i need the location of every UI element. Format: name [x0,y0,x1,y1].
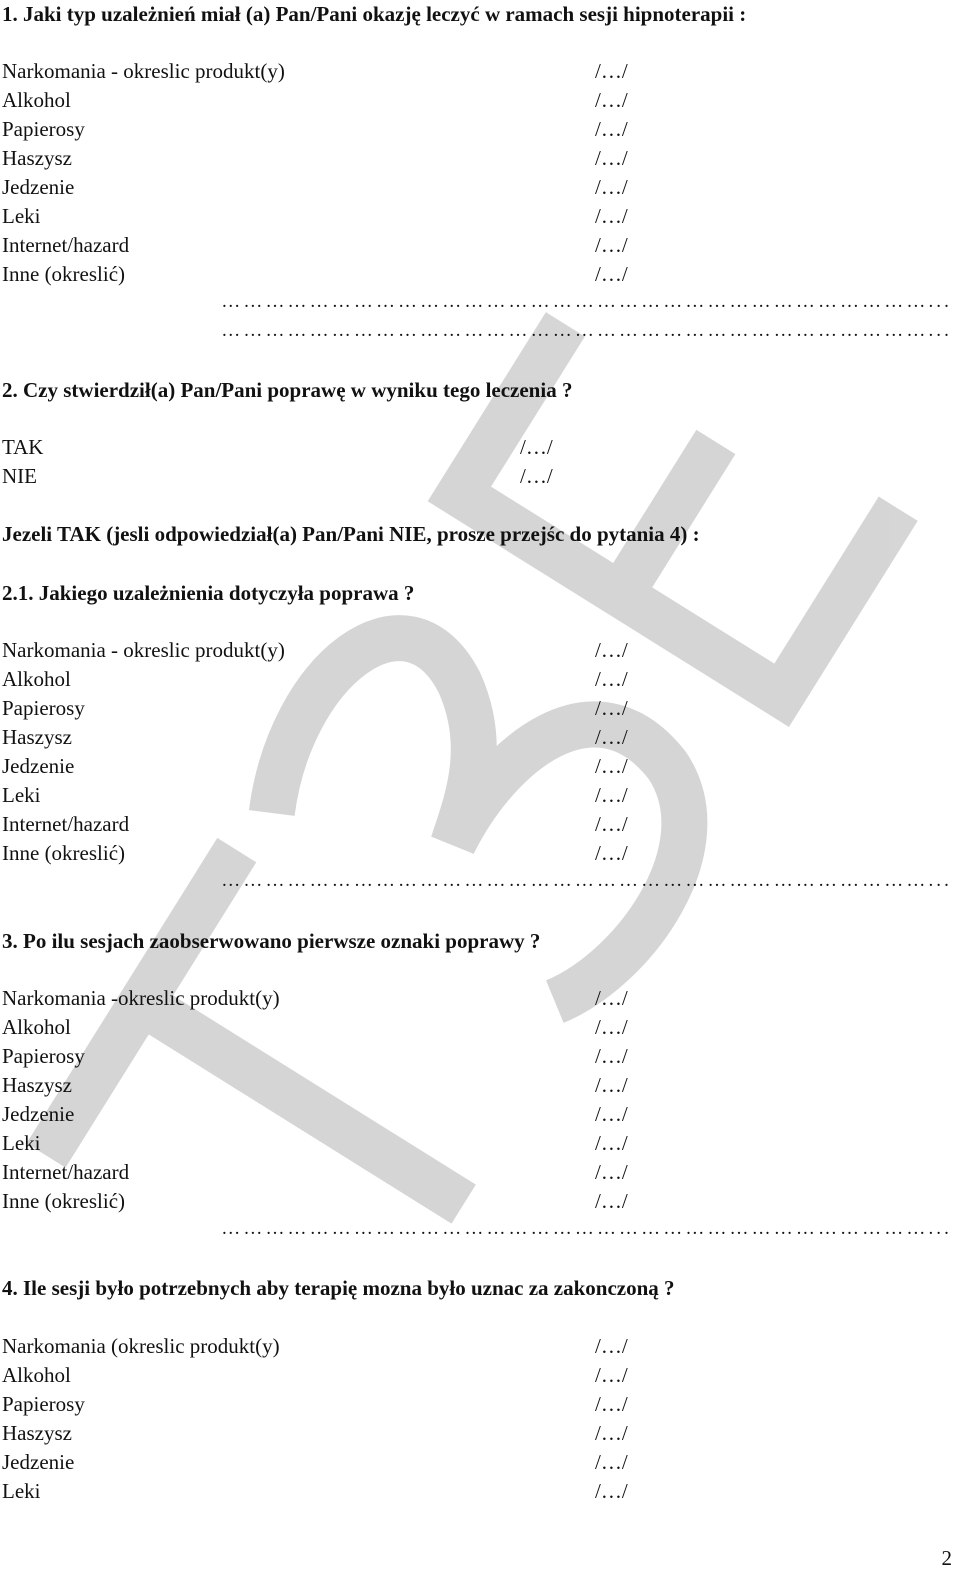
q1-answer-slot[interactable]: /…/ [595,204,628,228]
q3-answer-slot[interactable]: /…/ [595,1160,628,1184]
q2-1-answer-slot[interactable]: /…/ [595,841,628,865]
q1-option-label: Jedzenie [2,175,75,199]
q4-answer-slot[interactable]: /…/ [595,1450,628,1474]
q3-option-label: Inne (okreslić) [2,1189,126,1213]
q2-1-answer-slot[interactable]: /…/ [595,783,628,807]
q1-answer-slot[interactable]: /…/ [595,59,628,83]
q1-answer-slot[interactable]: /…/ [595,88,628,112]
q1-answer-slot[interactable]: /…/ [595,175,628,199]
q3-answer-slot[interactable]: /…/ [595,986,628,1010]
q4-option-label: Papierosy [2,1392,85,1416]
q4-answer-slot[interactable]: /…/ [595,1334,628,1358]
page-number: 2 [941,1546,952,1570]
q4-option-label: Alkohol [2,1363,71,1387]
q3-fill-line[interactable]: ……………………………………………………………………………………... [221,1218,952,1239]
question-1-title: 1. Jaki typ uzależnień miał (a) Pan/Pani okazję leczyć w ramach sesji hipnoterapii : [2,2,747,26]
q1-option-label: Papierosy [2,117,85,141]
q2-1-answer-slot[interactable]: /…/ [595,696,628,720]
q2-1-answer-slot[interactable]: /…/ [595,754,628,778]
q3-answer-slot[interactable]: /…/ [595,1102,628,1126]
q1-option-label: Alkohol [2,88,71,112]
q4-option-label: Leki [2,1479,41,1503]
q2-1-answer-slot[interactable]: /…/ [595,812,628,836]
q3-option-label: Internet/hazard [2,1160,130,1184]
q2-1-fill-line[interactable]: ……………………………………………………………………………………... [221,870,952,891]
q2-answer-slot-nie[interactable]: /…/ [520,464,553,488]
q1-fill-line[interactable]: ……………………………………………………………………………………... [221,320,952,341]
q2-1-option-label: Papierosy [2,696,85,720]
q2-1-option-label: Internet/hazard [2,812,130,836]
q1-option-label: Narkomania - okreslic produkt(y) [2,59,285,83]
q4-answer-slot[interactable]: /…/ [595,1479,628,1503]
q2-answer-slot-tak[interactable]: /…/ [520,435,553,459]
q4-option-label: Jedzenie [2,1450,75,1474]
q2-1-option-label: Alkohol [2,667,71,691]
q3-answer-slot[interactable]: /…/ [595,1189,628,1213]
question-2-1-title: 2.1. Jakiego uzależnienia dotyczyła poprawa ? [2,581,415,605]
q2-1-answer-slot[interactable]: /…/ [595,725,628,749]
q2-1-option-label: Narkomania - okreslic produkt(y) [2,638,285,662]
q1-answer-slot[interactable]: /…/ [595,233,628,257]
q2-1-option-label: Jedzenie [2,754,75,778]
q1-answer-slot[interactable]: /…/ [595,117,628,141]
q3-option-label: Alkohol [2,1015,71,1039]
q3-answer-slot[interactable]: /…/ [595,1044,628,1068]
question-3-title: 3. Po ilu sesjach zaobserwowano pierwsze oznaki poprawy ? [2,929,541,953]
q3-answer-slot[interactable]: /…/ [595,1131,628,1155]
q4-option-label: Narkomania (okreslic produkt(y) [2,1334,280,1358]
q3-option-label: Narkomania -okreslic produkt(y) [2,986,280,1010]
q2-1-answer-slot[interactable]: /…/ [595,667,628,691]
q2-conditional-note: Jezeli TAK (jesli odpowiedział(a) Pan/Pani NIE, prosze przejśc do pytania 4) : [2,522,700,546]
q4-answer-slot[interactable]: /…/ [595,1363,628,1387]
q1-option-label: Haszysz [2,146,72,170]
q1-answer-slot[interactable]: /…/ [595,262,628,286]
question-2-title: 2. Czy stwierdził(a) Pan/Pani poprawę w wyniku tego leczenia ? [2,378,573,402]
q2-1-answer-slot[interactable]: /…/ [595,638,628,662]
q3-answer-slot[interactable]: /…/ [595,1073,628,1097]
q2-1-option-label: Haszysz [2,725,72,749]
q4-answer-slot[interactable]: /…/ [595,1421,628,1445]
q3-answer-slot[interactable]: /…/ [595,1015,628,1039]
q1-option-label: Inne (okreslić) [2,262,126,286]
q2-1-option-label: Inne (okreslić) [2,841,126,865]
q1-option-label: Internet/hazard [2,233,130,257]
q3-option-label: Haszysz [2,1073,72,1097]
q1-answer-slot[interactable]: /…/ [595,146,628,170]
q4-answer-slot[interactable]: /…/ [595,1392,628,1416]
question-4-title: 4. Ile sesji było potrzebnych aby terapię mozna było uznac za zakonczoną ? [2,1276,675,1300]
q2-1-option-label: Leki [2,783,41,807]
q3-option-label: Papierosy [2,1044,85,1068]
q4-option-label: Haszysz [2,1421,72,1445]
q3-option-label: Leki [2,1131,41,1155]
q3-option-label: Jedzenie [2,1102,75,1126]
q1-fill-line[interactable]: ……………………………………………………………………………………... [221,291,952,312]
q2-option-label-tak: TAK [2,435,44,459]
q1-option-label: Leki [2,204,41,228]
q2-option-label-nie: NIE [2,464,37,488]
